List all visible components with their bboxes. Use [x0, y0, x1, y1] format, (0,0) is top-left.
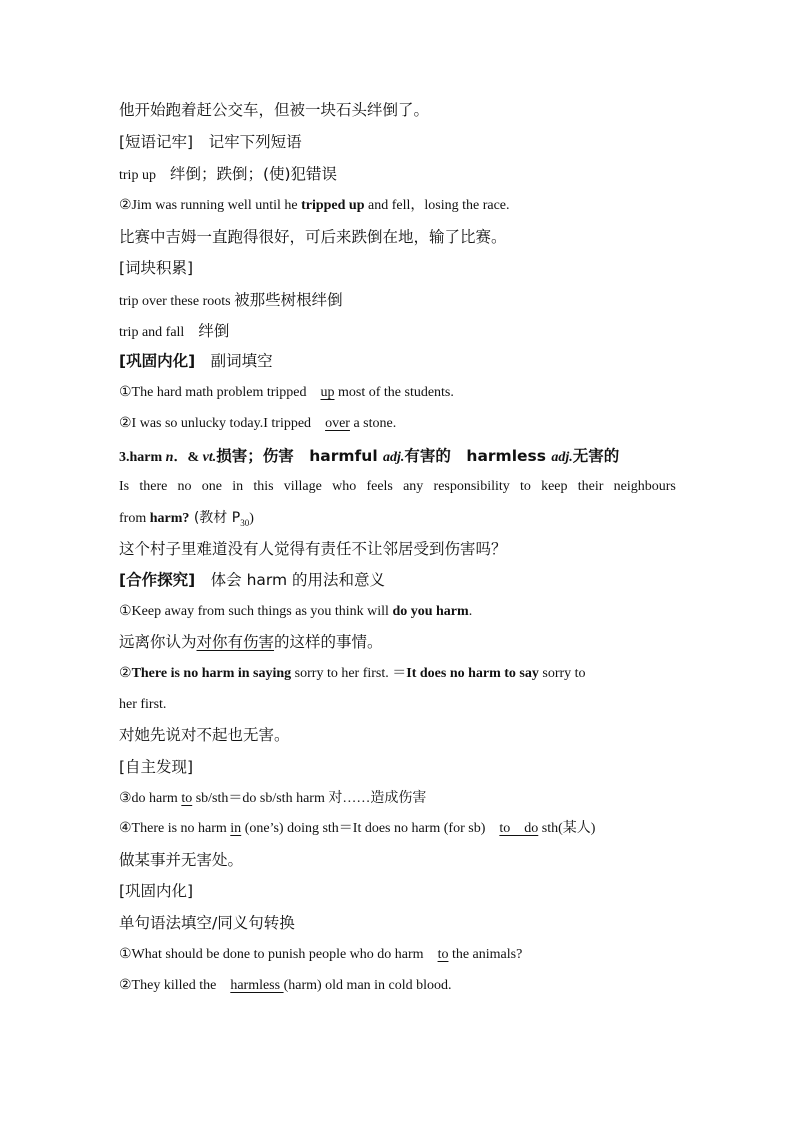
definition: 无害的: [572, 447, 620, 465]
word: there: [139, 479, 168, 494]
chunk-line: [119, 289, 676, 313]
example-sentence: [119, 195, 676, 217]
exercise-text: (harm) old man in cold blood.: [283, 978, 452, 993]
word: Is: [119, 479, 130, 494]
chunk-meaning: 绊倒: [198, 322, 230, 340]
sentence-text: sorry to: [538, 666, 586, 681]
word: any: [403, 479, 424, 494]
heading-text: 副词填空: [195, 352, 273, 370]
answer-blank: up: [320, 385, 335, 400]
key-phrase: tripped up: [301, 198, 365, 213]
phrase-meaning: 绊倒；跌倒；(使)犯错误: [169, 165, 338, 183]
chunk-meaning: 被那些树根绊倒: [234, 291, 343, 309]
translation-line: [119, 631, 676, 653]
word: no: [177, 479, 192, 494]
textbook-ref: ): [249, 511, 254, 526]
word: this: [253, 479, 274, 494]
highlighted-translation: 对你有伤害: [196, 633, 275, 651]
chunk-text: trip and fall: [119, 325, 199, 340]
textbook-sentence: [119, 476, 676, 498]
word: neighbours: [613, 479, 676, 494]
section-heading-discover: [自主发现]: [119, 758, 194, 776]
pos-label: vt.: [202, 450, 217, 465]
heading-label: [合作探究]: [119, 571, 196, 589]
exercise-instruction: 单句语法填空/同义句转换: [119, 914, 295, 932]
exercise-item: [119, 413, 676, 435]
sentence-text: ①Keep away from such things as you think will: [119, 604, 393, 619]
textbook-sentence-cont: [119, 507, 676, 534]
section-heading-chunks: [词块积累]: [119, 259, 194, 277]
rule-line-cont: 做某事并无害处。: [119, 851, 244, 869]
page-number: 30: [240, 517, 250, 528]
pos-label: adj.: [383, 450, 405, 465]
word: village: [283, 479, 322, 494]
word: one: [201, 479, 222, 494]
translation-line: 比赛中吉姆一直跑得很好，可后来跌倒在地，输了比赛。: [119, 228, 507, 246]
definition: 有害的 harmless: [404, 447, 552, 465]
example-sentence: [119, 663, 676, 685]
word: feels: [366, 479, 393, 494]
sentence-text: sorry to her first. ＝: [291, 666, 407, 681]
word: keep: [541, 479, 568, 494]
word: who: [332, 479, 357, 494]
word: responsibility: [433, 479, 510, 494]
rule-text: sth(某人): [538, 821, 596, 836]
answer-blank: to: [437, 947, 449, 962]
exercise-item: [119, 382, 676, 404]
sentence-text: .: [468, 604, 473, 619]
word: to: [519, 479, 531, 494]
pos-label: n: [165, 450, 174, 465]
translation-text: 的这样的事情。: [274, 633, 383, 651]
exercise-text: ①The hard math problem tripped: [119, 385, 321, 400]
key-phrase: do you harm: [392, 604, 469, 619]
exercise-text: ②They killed the: [119, 978, 231, 993]
definition: 损害；伤害 harmful: [216, 447, 384, 465]
section-heading-consolidate: [巩固内化]: [119, 882, 194, 900]
phrase-text: trip up: [119, 168, 170, 183]
answer-blank: over: [325, 416, 350, 431]
word: their: [577, 479, 604, 494]
item-number: ②: [119, 666, 132, 681]
section-heading-consolidate: [119, 350, 676, 372]
answer-blank: in: [230, 821, 242, 836]
exercise-text: most of the students.: [334, 385, 454, 400]
translation-line: 他开始跑着赶公交车，但被一块石头绊倒了。: [119, 101, 430, 119]
section-heading-explore: [119, 569, 676, 591]
chunk-line: [119, 320, 676, 344]
exercise-text: ②I was so unlucky today.I tripped: [119, 416, 326, 431]
exercise-text: the animals?: [448, 947, 523, 962]
exercise-text: ①What should be done to punish people who do harm: [119, 947, 438, 962]
rule-text: (one’s) doing sth＝It does no harm (for sb): [241, 821, 500, 836]
example-sentence-cont: her first.: [119, 697, 167, 712]
answer-blank: harmless: [230, 978, 284, 993]
key-phrase: There is no harm in saying: [131, 666, 292, 681]
sentence-text: ②Jim was running well until he: [119, 198, 302, 213]
pos-separator: ．&: [173, 450, 203, 465]
chunk-text: trip over these roots: [119, 294, 235, 309]
word: in: [232, 479, 244, 494]
rule-text: ④There is no harm: [119, 821, 231, 836]
heading-text: 体会 harm 的用法和意义: [195, 571, 386, 589]
translation-line: 这个村子里难道没有人觉得有责任不让邻居受到伤害吗？: [119, 540, 507, 558]
pos-label: adj.: [551, 450, 573, 465]
sentence-text: and fell，losing the race.: [364, 198, 510, 213]
key-word: harm?: [149, 511, 190, 526]
phrase-line: [119, 163, 676, 187]
heading-label: [巩固内化]: [119, 352, 196, 370]
sentence-text: from: [119, 511, 150, 526]
example-sentence: [119, 601, 676, 623]
vocab-entry-harm: [119, 445, 676, 469]
rule-line: [119, 787, 676, 810]
headword: 3.harm: [119, 450, 166, 465]
key-phrase: It does no harm to say: [406, 666, 539, 681]
rule-text: sb/sth＝do sb/sth harm 对……造成伤害: [192, 791, 427, 806]
exercise-item: [119, 975, 676, 997]
rule-text: ③do harm: [119, 791, 182, 806]
textbook-ref: (教材 P: [189, 510, 241, 526]
section-heading-phrases: [短语记牢] 记牢下列短语: [119, 133, 302, 151]
answer-blank: to do: [499, 821, 539, 836]
translation-text: 远离你认为: [119, 633, 197, 651]
answer-blank: to: [181, 791, 193, 806]
rule-line: [119, 818, 676, 840]
translation-line: 对她先说对不起也无害。: [119, 726, 290, 744]
exercise-item: [119, 944, 676, 966]
exercise-text: a stone.: [349, 416, 397, 431]
